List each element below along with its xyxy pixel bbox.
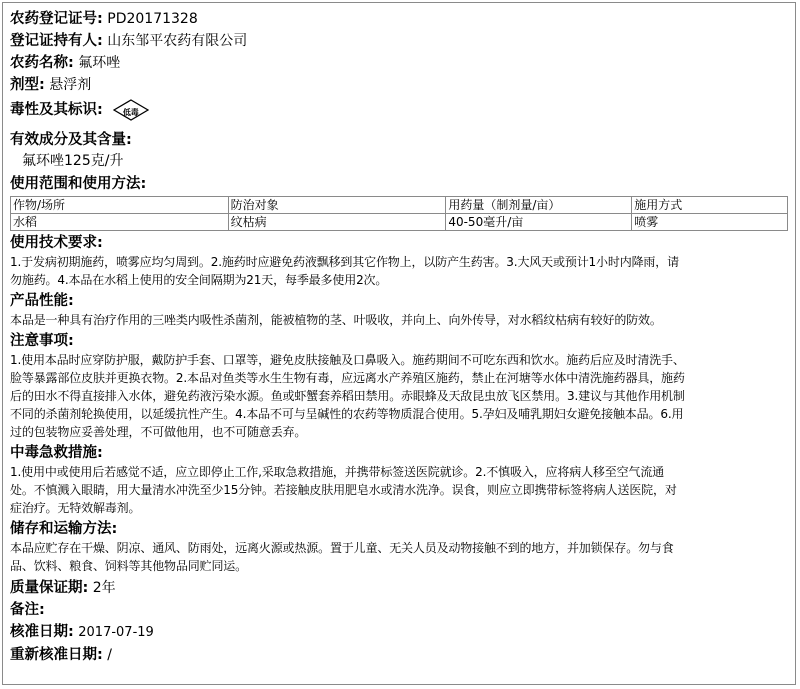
header-target: 防治对象 xyxy=(228,197,446,214)
storage-heading: 储存和运输方法: xyxy=(10,521,118,537)
performance-heading: 产品性能: xyxy=(10,293,74,309)
precautions-text xyxy=(10,351,786,441)
shelf-life-label: 质量保证期: xyxy=(10,580,89,596)
usage-table xyxy=(10,196,788,231)
text-line: 脸等暴露部位皮肤并更换衣物。2.本品对鱼类等水生生物有毒，应远离水产养殖区施药，禁止在河塘等水体中清洗施药器具，施药 xyxy=(10,371,685,385)
formulation-row xyxy=(10,74,786,96)
remarks-row xyxy=(10,599,786,621)
performance-text xyxy=(10,311,786,329)
ingredient-value: 氟环唑125克/升 xyxy=(22,153,124,169)
tech-requirements-text xyxy=(10,253,786,289)
header-crop: 作物/场所 xyxy=(11,197,229,214)
text-line: 本品应贮存在干燥、阴凉、通风、防雨处，远离火源或热源。置于儿童、无关人员及动物接触不到的地方，并加锁保存。勿与食 xyxy=(10,541,674,555)
formulation-label: 剂型: xyxy=(10,77,45,93)
toxicity-row xyxy=(10,96,786,124)
usage-heading: 使用范围和使用方法: xyxy=(10,176,147,192)
text-line: 勿施药。4.本品在水稻上使用的安全间隔期为21天，每季最多使用2次。 xyxy=(10,273,388,287)
text-line: 本品是一种具有治疗作用的三唑类内吸性杀菌剂，能被植物的茎、叶吸收，并向上、向外传导，对水稻纹枯病有较好的防效。 xyxy=(10,313,662,327)
precautions-heading: 注意事项: xyxy=(10,333,74,349)
reapproval-date-row xyxy=(10,644,786,666)
text-line: 1.使用本品时应穿防护服，戴防护手套、口罩等，避免皮肤接触及口鼻吸入。施药期间不可吃东西和饮水。施药后应及时清洗手、 xyxy=(10,353,685,367)
registration-number-label: 农药登记证号: xyxy=(10,11,103,27)
approval-date-label: 核准日期: xyxy=(10,624,74,640)
text-line: 品、饮料、粮食、饲料等其他物品同贮同运。 xyxy=(10,559,248,573)
pesticide-name-value: 氟环唑 xyxy=(78,55,121,71)
text-line: 1.于发病初期施药，喷雾应均匀周到。2.施药时应避免药液飘移到其它作物上，以防产生药害。3.大风天或预计1小时内降雨，请 xyxy=(10,255,679,269)
ingredient-heading: 有效成分及其含量: xyxy=(10,132,132,148)
text-line: 症治疗。无特效解毒剂。 xyxy=(10,501,141,515)
remarks-label: 备注: xyxy=(10,602,45,618)
table-row xyxy=(11,214,788,231)
cell-method: 喷雾 xyxy=(632,214,788,231)
pesticide-label-document xyxy=(10,8,786,666)
header-dosage: 用药量（制剂量/亩） xyxy=(446,197,632,214)
text-line: 过的包装物应妥善处理，不可做他用，也不可随意丢弃。 xyxy=(10,425,307,439)
shelf-life-value: 2年 xyxy=(92,580,116,596)
reapproval-date-value: / xyxy=(107,647,112,663)
shelf-life-row xyxy=(10,577,786,599)
toxicity-label: 毒性及其标识: xyxy=(10,102,103,118)
registrant-row xyxy=(10,30,786,52)
registration-number-row xyxy=(10,8,786,30)
text-line: 1.使用中或使用后若感觉不适，应立即停止工作,采取急救措施，并携带标签送医院就诊。2.不慎吸入，应将病人移至空气流通 xyxy=(10,465,665,479)
text-line: 后的田水不得直接排入水体，避免药液污染水源。鱼或虾蟹套养稻田禁用。赤眼蜂及天敌昆虫放飞区禁用。3.建议与其他作用机制 xyxy=(10,389,685,403)
registration-number-value: PD20171328 xyxy=(107,11,198,27)
pesticide-name-row xyxy=(10,52,786,74)
text-line: 不同的杀菌剂轮换使用，以延缓抗性产生。4.本品不可与呈碱性的农药等物质混合使用。5.孕妇及哺乳期妇女避免接触本品。6.用 xyxy=(10,407,684,421)
storage-text xyxy=(10,539,786,575)
registrant-value: 山东邹平农药有限公司 xyxy=(107,33,248,49)
tech-requirements-heading: 使用技术要求: xyxy=(10,235,103,251)
approval-date-row xyxy=(10,621,786,644)
first-aid-heading: 中毒急救措施: xyxy=(10,445,103,461)
reapproval-date-label: 重新核准日期: xyxy=(10,647,103,663)
cell-target: 纹枯病 xyxy=(228,214,446,231)
cell-crop: 水稻 xyxy=(11,214,229,231)
header-method: 施用方式 xyxy=(632,197,788,214)
toxicity-badge-text: 低毒 xyxy=(122,108,139,117)
cell-dosage: 40-50毫升/亩 xyxy=(446,214,632,231)
approval-date-value: 2017-07-19 xyxy=(78,625,154,640)
pesticide-name-label: 农药名称: xyxy=(10,55,74,71)
text-line: 处。不慎溅入眼睛，用大量清水冲洗至少15分钟。若接触皮肤用肥皂水或清水洗净。误食，则应立即携带标签将病人送医院，对 xyxy=(10,483,677,497)
formulation-value: 悬浮剂 xyxy=(49,77,92,93)
toxicity-diamond-icon xyxy=(113,99,149,121)
usage-table-header xyxy=(11,197,788,214)
registrant-label: 登记证持有人: xyxy=(10,33,103,49)
first-aid-text xyxy=(10,463,786,517)
